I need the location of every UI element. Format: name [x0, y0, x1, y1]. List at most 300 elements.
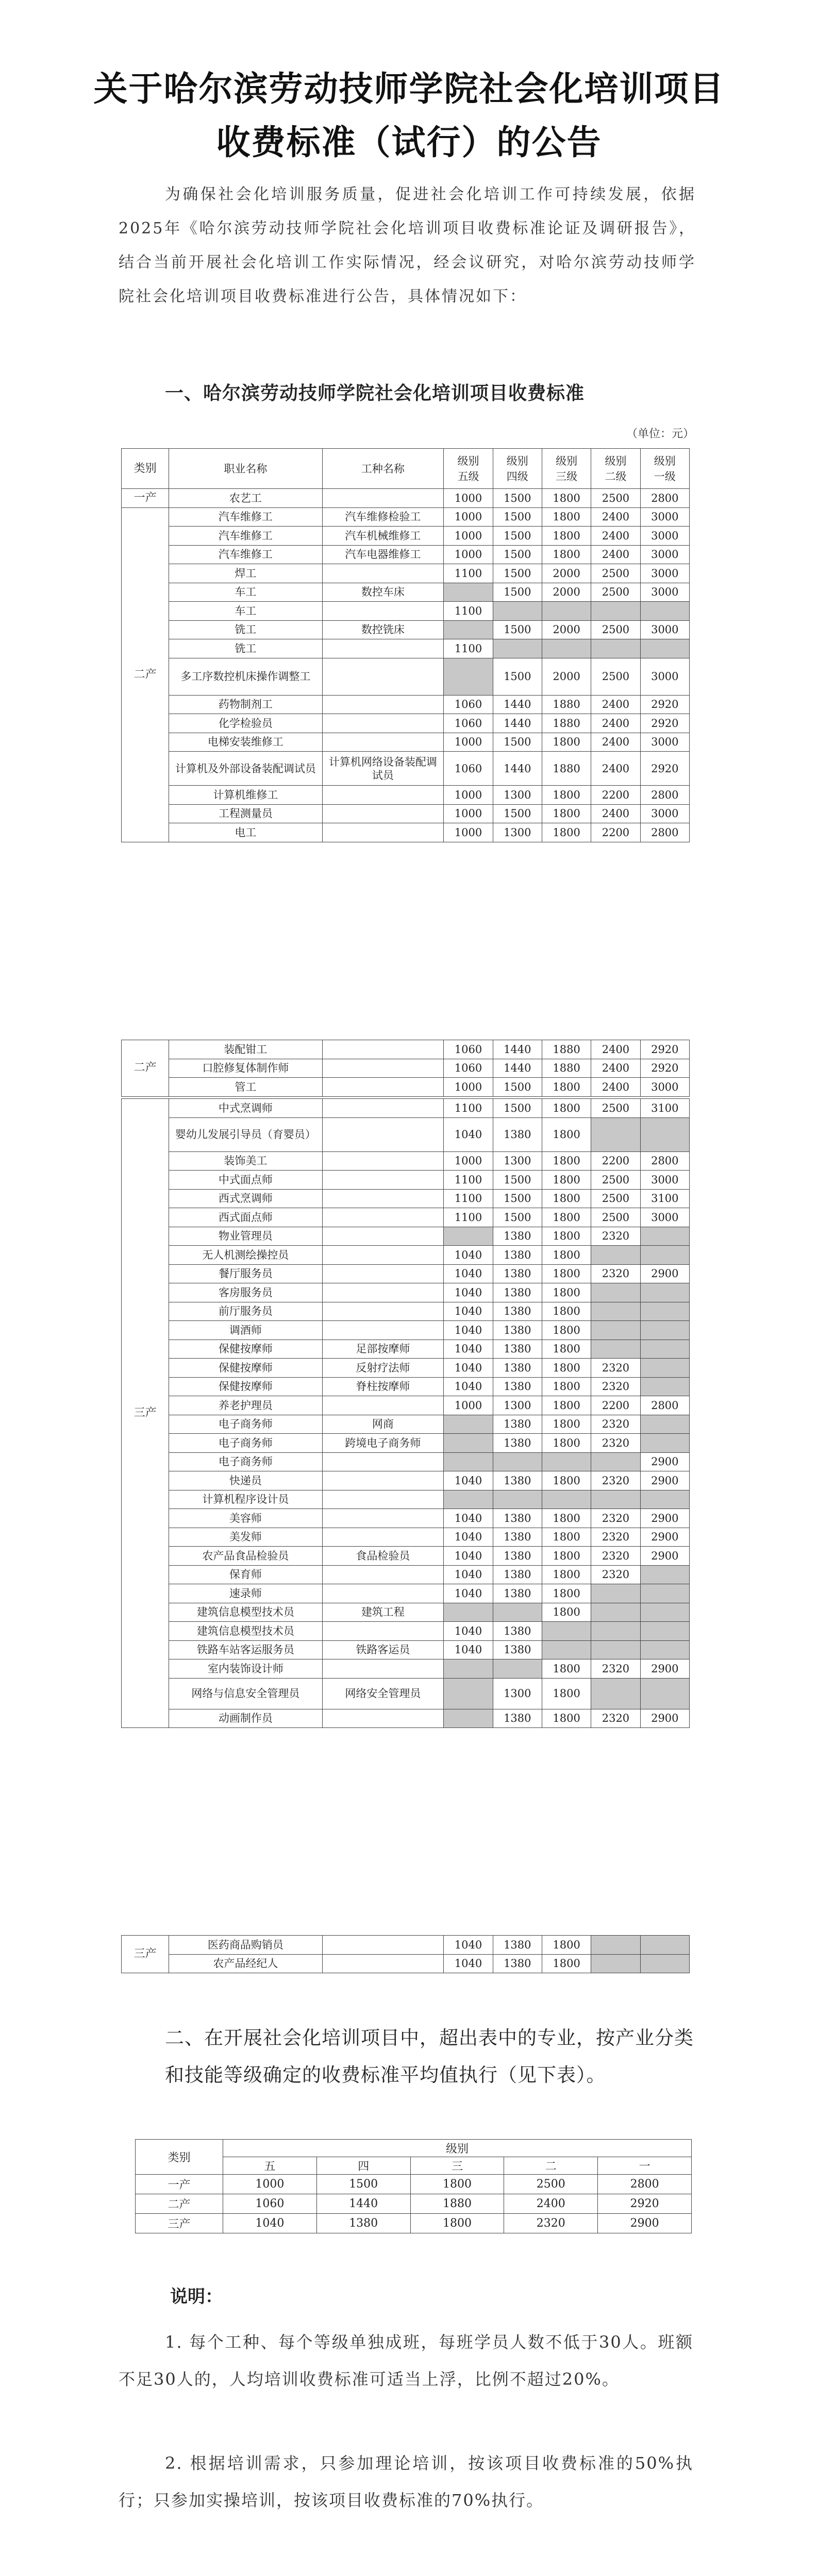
empty-cell	[591, 1321, 640, 1340]
fee-value-cell: 1380	[493, 1565, 542, 1584]
empty-cell	[591, 1954, 640, 1973]
avg-cell: 2500	[504, 2175, 598, 2194]
job-name-cell: 汽车维修工	[169, 527, 322, 546]
type-name-cell: 脊柱按摩师	[322, 1377, 444, 1396]
avg-level-3: 三	[410, 2157, 504, 2175]
fee-value-cell: 2320	[591, 1359, 640, 1378]
job-name-cell: 管工	[169, 1078, 322, 1097]
fee-value-cell: 1800	[542, 733, 591, 752]
fee-value-cell: 1000	[444, 489, 493, 508]
fee-value-cell: 1380	[493, 1340, 542, 1359]
fee-value-cell: 3000	[640, 733, 689, 752]
fee-value-cell: 1380	[493, 1117, 542, 1151]
fee-value-cell: 1800	[542, 823, 591, 842]
job-name-cell: 动画制作员	[169, 1709, 322, 1728]
fee-row	[122, 1954, 690, 1973]
fee-row	[122, 804, 690, 823]
empty-cell	[444, 1227, 493, 1246]
note-1	[119, 2324, 693, 2398]
fee-value-cell: 1440	[493, 695, 542, 714]
fee-value-cell: 1000	[444, 545, 493, 564]
empty-cell	[542, 639, 591, 658]
job-name-cell: 养老护理员	[169, 1396, 322, 1415]
fee-value-cell: 2320	[591, 1377, 640, 1396]
empty-cell	[542, 602, 591, 621]
fee-value-cell: 1500	[493, 620, 542, 639]
job-name-cell: 餐厅服务员	[169, 1264, 322, 1283]
fee-row	[122, 1117, 690, 1151]
empty-cell	[640, 1584, 689, 1603]
fee-row	[122, 1547, 690, 1566]
fee-value-cell: 1800	[542, 1471, 591, 1490]
fee-value-cell: 1800	[542, 804, 591, 823]
fee-value-cell: 2500	[591, 583, 640, 602]
fee-value-cell: 1500	[493, 804, 542, 823]
fee-value-cell: 2400	[591, 1040, 640, 1059]
fee-row	[122, 620, 690, 639]
fee-value-cell: 1800	[542, 1099, 591, 1118]
fee-value-cell: 2920	[640, 1040, 689, 1059]
empty-cell	[542, 1622, 591, 1641]
fee-value-cell: 2320	[591, 1509, 640, 1528]
job-name-cell: 计算机维修工	[169, 786, 322, 805]
fee-value-cell: 1040	[444, 1283, 493, 1302]
fee-value-cell: 2000	[542, 658, 591, 695]
fee-value-cell: 1380	[493, 1283, 542, 1302]
fee-value-cell: 2320	[591, 1547, 640, 1566]
fee-row	[122, 1377, 690, 1396]
avg-cell: 1880	[410, 2194, 504, 2214]
fee-row	[122, 1659, 690, 1679]
fee-row	[122, 823, 690, 842]
job-name-cell: 中式面点师	[169, 1171, 322, 1190]
type-name-cell	[322, 658, 444, 695]
empty-cell	[493, 1659, 542, 1679]
fee-value-cell: 1040	[444, 1340, 493, 1359]
header-level: 级别二级	[591, 449, 640, 489]
job-name-cell: 铁路车站客运服务员	[169, 1640, 322, 1659]
fee-value-cell: 3100	[640, 1189, 689, 1208]
type-name-cell	[322, 1059, 444, 1078]
fee-row	[122, 545, 690, 564]
fee-value-cell: 1800	[542, 1603, 591, 1622]
fee-value-cell: 2800	[640, 489, 689, 508]
empty-cell	[591, 1283, 640, 1302]
fee-value-cell: 1100	[444, 1171, 493, 1190]
fee-value-cell: 1500	[493, 527, 542, 546]
fee-value-cell: 2200	[591, 786, 640, 805]
fee-value-cell: 2320	[591, 1565, 640, 1584]
empty-cell	[640, 1640, 689, 1659]
fee-value-cell: 1500	[493, 583, 542, 602]
avg-cell: 1800	[410, 2175, 504, 2194]
empty-cell	[640, 1340, 689, 1359]
fee-value-cell: 1800	[542, 1396, 591, 1415]
header-level: 级别一级	[640, 449, 689, 489]
fee-value-cell: 1100	[444, 1099, 493, 1118]
fee-row	[122, 1584, 690, 1603]
fee-value-cell: 1800	[542, 507, 591, 527]
fee-value-cell: 1380	[493, 1509, 542, 1528]
fee-value-cell: 1500	[493, 507, 542, 527]
title-line-1: 关于哈尔滨劳动技师学院社会化培训项目	[93, 69, 725, 109]
fee-value-cell: 2500	[591, 1171, 640, 1190]
empty-cell	[591, 1584, 640, 1603]
fee-value-cell: 2500	[591, 620, 640, 639]
fee-row	[122, 1078, 690, 1097]
type-name-cell	[322, 1584, 444, 1603]
type-name-cell	[322, 1471, 444, 1490]
header-level: 级别四级	[493, 449, 542, 489]
note-2	[119, 2445, 693, 2519]
fee-value-cell: 1380	[493, 1936, 542, 1955]
fee-value-cell: 1380	[493, 1547, 542, 1566]
fee-row	[122, 1640, 690, 1659]
type-name-cell	[322, 1396, 444, 1415]
fee-value-cell: 1380	[493, 1622, 542, 1641]
empty-cell	[542, 1490, 591, 1509]
empty-cell	[640, 1622, 689, 1641]
fee-value-cell: 1800	[542, 1208, 591, 1227]
fee-row	[122, 1040, 690, 1059]
fee-value-cell: 1040	[444, 1622, 493, 1641]
fee-value-cell: 1880	[542, 695, 591, 714]
note-2-text: 2. 根据培训需求，只参加理论培训，按该项目收费标准的50%执行；只参加实操培训，按该项目收费标准的70%执行。	[119, 2453, 693, 2510]
type-name-cell	[322, 602, 444, 621]
type-name-cell	[322, 639, 444, 658]
category-cell: 二产	[122, 507, 169, 842]
empty-cell	[640, 1490, 689, 1509]
type-name-cell: 跨境电子商务师	[322, 1434, 444, 1453]
fee-value-cell: 1800	[542, 1584, 591, 1603]
empty-cell	[640, 1377, 689, 1396]
fee-value-cell: 2400	[591, 733, 640, 752]
fee-value-cell: 1500	[493, 1078, 542, 1097]
avg-cell: 2920	[598, 2194, 692, 2214]
empty-cell	[591, 1246, 640, 1265]
job-name-cell: 婴幼儿发展引导员（育婴员）	[169, 1117, 322, 1151]
empty-cell	[444, 620, 493, 639]
fee-value-cell: 1100	[444, 1189, 493, 1208]
fee-value-cell: 2900	[640, 1264, 689, 1283]
fee-value-cell: 1800	[542, 527, 591, 546]
type-name-cell: 网络安全管理员	[322, 1678, 444, 1709]
avg-cell: 2800	[598, 2175, 692, 2194]
empty-cell	[542, 1452, 591, 1471]
fee-value-cell: 1060	[444, 714, 493, 733]
job-name-cell: 调酒师	[169, 1321, 322, 1340]
empty-cell	[591, 602, 640, 621]
fee-header-row	[122, 449, 690, 489]
fee-row	[122, 583, 690, 602]
fee-value-cell: 1800	[542, 1264, 591, 1283]
type-name-cell	[322, 1509, 444, 1528]
avg-level-4: 四	[316, 2157, 410, 2175]
fee-row	[122, 1283, 690, 1302]
fee-value-cell: 1000	[444, 1151, 493, 1171]
fee-value-cell: 1380	[493, 1528, 542, 1547]
fee-value-cell: 2400	[591, 507, 640, 527]
fee-row	[122, 1490, 690, 1509]
fee-value-cell: 2400	[591, 804, 640, 823]
fee-row	[122, 1509, 690, 1528]
fee-value-cell: 1800	[542, 1954, 591, 1973]
fee-row	[122, 1359, 690, 1378]
fee-row	[122, 1340, 690, 1359]
fee-row	[122, 564, 690, 583]
empty-cell	[640, 602, 689, 621]
fee-value-cell: 1100	[444, 602, 493, 621]
fee-value-cell: 1380	[493, 1709, 542, 1728]
fee-value-cell: 1000	[444, 733, 493, 752]
fee-value-cell: 1040	[444, 1936, 493, 1955]
section2-title: 二、在开展社会化培训项目中，超出表中的专业，按产业分类和技能等级确定的收费标准平均值执行（见下表）。	[165, 2027, 694, 2086]
type-name-cell	[322, 489, 444, 508]
empty-cell	[444, 1490, 493, 1509]
empty-cell	[591, 1678, 640, 1709]
fee-value-cell: 1040	[444, 1359, 493, 1378]
avg-level-5: 五	[223, 2157, 317, 2175]
empty-cell	[591, 1117, 640, 1151]
job-name-cell: 农艺工	[169, 489, 322, 508]
fee-value-cell: 1040	[444, 1117, 493, 1151]
fee-value-cell: 1880	[542, 1040, 591, 1059]
fee-value-cell: 2500	[591, 1189, 640, 1208]
avg-cell-category: 二产	[136, 2194, 223, 2214]
fee-value-cell: 1500	[493, 1099, 542, 1118]
job-name-cell: 电梯安装维修工	[169, 733, 322, 752]
avg-cell: 1440	[316, 2194, 410, 2214]
job-name-cell: 农产品经纪人	[169, 1954, 322, 1973]
fee-row	[122, 714, 690, 733]
fee-value-cell: 1300	[493, 823, 542, 842]
type-name-cell: 数控铣床	[322, 620, 444, 639]
empty-cell	[640, 1678, 689, 1709]
fee-value-cell: 3000	[640, 583, 689, 602]
fee-value-cell: 1500	[493, 545, 542, 564]
empty-cell	[640, 1302, 689, 1321]
fee-value-cell: 1100	[444, 564, 493, 583]
fee-value-cell: 1380	[493, 1302, 542, 1321]
job-name-cell: 工程测量员	[169, 804, 322, 823]
fee-value-cell: 1040	[444, 1302, 493, 1321]
avg-cell: 2320	[504, 2214, 598, 2233]
empty-cell	[640, 1246, 689, 1265]
fee-value-cell: 3000	[640, 804, 689, 823]
fee-row	[122, 1434, 690, 1453]
fee-value-cell: 1500	[493, 658, 542, 695]
fee-value-cell: 1800	[542, 1359, 591, 1378]
empty-cell	[640, 1227, 689, 1246]
empty-cell	[444, 1452, 493, 1471]
fee-value-cell: 2900	[640, 1659, 689, 1679]
fee-value-cell: 1060	[444, 752, 493, 786]
job-name-cell: 药物制剂工	[169, 695, 322, 714]
fee-value-cell: 2000	[542, 583, 591, 602]
empty-cell	[640, 1434, 689, 1453]
fee-value-cell: 2320	[591, 1227, 640, 1246]
empty-cell	[591, 639, 640, 658]
job-name-cell: 电子商务师	[169, 1452, 322, 1471]
fee-value-cell: 1800	[542, 1678, 591, 1709]
fee-value-cell: 1380	[493, 1227, 542, 1246]
fee-value-cell: 2500	[591, 489, 640, 508]
fee-row	[122, 1471, 690, 1490]
type-name-cell	[322, 1040, 444, 1059]
fee-table	[121, 1098, 690, 1728]
type-name-cell: 计算机网络设备装配调试员	[322, 752, 444, 786]
empty-cell	[591, 1452, 640, 1471]
fee-value-cell: 2400	[591, 695, 640, 714]
fee-value-cell: 1800	[542, 1434, 591, 1453]
fee-value-cell: 2900	[640, 1709, 689, 1728]
fee-row	[122, 1622, 690, 1641]
fee-value-cell: 1500	[493, 564, 542, 583]
type-name-cell	[322, 786, 444, 805]
empty-cell	[591, 1936, 640, 1955]
type-name-cell	[322, 1208, 444, 1227]
job-name-cell: 多工序数控机床操作调整工	[169, 658, 322, 695]
fee-row	[122, 1264, 690, 1283]
fee-value-cell: 3000	[640, 507, 689, 527]
fee-value-cell: 1800	[542, 1321, 591, 1340]
type-name-cell: 汽车机械维修工	[322, 527, 444, 546]
type-name-cell	[322, 695, 444, 714]
fee-value-cell: 1040	[444, 1528, 493, 1547]
title-line-2: 收费标准（试行）的公告	[216, 122, 602, 162]
avg-cell: 1000	[223, 2175, 317, 2194]
fee-row	[122, 489, 690, 508]
fee-value-cell: 1800	[542, 1227, 591, 1246]
fee-value-cell: 1000	[444, 1078, 493, 1097]
type-name-cell	[322, 1246, 444, 1265]
job-name-cell: 客房服务员	[169, 1283, 322, 1302]
job-name-cell: 中式烹调师	[169, 1099, 322, 1118]
job-name-cell: 计算机程序设计员	[169, 1490, 322, 1509]
header-job: 职业名称	[169, 449, 322, 489]
type-name-cell	[322, 1709, 444, 1728]
fee-value-cell: 1800	[542, 1509, 591, 1528]
fee-row	[122, 1302, 690, 1321]
type-name-cell	[322, 564, 444, 583]
category-cell: 三产	[122, 1099, 169, 1728]
empty-cell	[591, 1622, 640, 1641]
job-name-cell: 物业管理员	[169, 1227, 322, 1246]
fee-value-cell: 2200	[591, 1151, 640, 1171]
type-name-cell	[322, 1227, 444, 1246]
empty-cell	[444, 583, 493, 602]
fee-value-cell: 1800	[542, 1547, 591, 1566]
fee-value-cell: 3000	[640, 527, 689, 546]
type-name-cell: 铁路客运员	[322, 1640, 444, 1659]
fee-value-cell: 1040	[444, 1954, 493, 1973]
type-name-cell	[322, 714, 444, 733]
fee-value-cell: 1100	[444, 639, 493, 658]
page-title	[0, 62, 818, 169]
empty-cell	[444, 1709, 493, 1728]
fee-value-cell: 1800	[542, 1117, 591, 1151]
fee-row	[122, 733, 690, 752]
job-name-cell: 速录师	[169, 1584, 322, 1603]
fee-value-cell: 1040	[444, 1565, 493, 1584]
fee-value-cell: 1380	[493, 1954, 542, 1973]
fee-value-cell: 1800	[542, 489, 591, 508]
fee-row	[122, 639, 690, 658]
fee-value-cell: 2920	[640, 695, 689, 714]
category-cell: 二产	[122, 1040, 169, 1097]
unit-label: （单位：元）	[626, 428, 695, 440]
fee-value-cell: 1440	[493, 714, 542, 733]
job-name-cell: 铣工	[169, 639, 322, 658]
empty-cell	[493, 1603, 542, 1622]
note-1-text: 1. 每个工种、每个等级单独成班，每班学员人数不低于30人。班额不足30人的，人均培训收费标准可适当上浮，比例不超过20%。	[119, 2332, 693, 2389]
job-name-cell: 室内装饰设计师	[169, 1659, 322, 1679]
fee-value-cell: 1380	[493, 1640, 542, 1659]
fee-value-cell: 1800	[542, 1659, 591, 1679]
empty-cell	[591, 1302, 640, 1321]
fee-value-cell: 3100	[640, 1099, 689, 1118]
job-name-cell: 保健按摩师	[169, 1359, 322, 1378]
type-name-cell: 汽车维修检验工	[322, 507, 444, 527]
fee-value-cell: 2320	[591, 1659, 640, 1679]
empty-cell	[591, 1603, 640, 1622]
fee-value-cell: 1880	[542, 752, 591, 786]
empty-cell	[444, 1678, 493, 1709]
type-name-cell	[322, 1452, 444, 1471]
fee-row	[122, 752, 690, 786]
avg-cell: 1040	[223, 2214, 317, 2233]
fee-value-cell: 2000	[542, 620, 591, 639]
intro-text: 为确保社会化培训服务质量，促进社会化培训工作可持续发展，依据2025年《哈尔滨劳动技师学院社会化培训项目收费标准论证及调研报告》，结合当前开展社会化培训工作实际情况，经会议研究，对哈尔滨劳动技师学院社会化培训项目收费标准进行公告，具体情况如下：	[119, 185, 696, 306]
fee-value-cell: 1800	[542, 1246, 591, 1265]
fee-value-cell: 1060	[444, 695, 493, 714]
average-fee-table	[135, 2139, 692, 2233]
fee-value-cell: 2320	[591, 1434, 640, 1453]
job-name-cell: 计算机及外部设备装配调试员	[169, 752, 322, 786]
fee-value-cell: 1800	[542, 1377, 591, 1396]
fee-row	[122, 527, 690, 546]
fee-value-cell: 1060	[444, 1040, 493, 1059]
job-name-cell: 电子商务师	[169, 1434, 322, 1453]
fee-value-cell: 2900	[640, 1509, 689, 1528]
fee-row	[122, 1603, 690, 1622]
fee-value-cell: 3000	[640, 1078, 689, 1097]
fee-value-cell: 1380	[493, 1434, 542, 1453]
fee-value-cell: 2900	[640, 1471, 689, 1490]
job-name-cell: 保育师	[169, 1565, 322, 1584]
header-level: 级别五级	[444, 449, 493, 489]
job-name-cell: 口腔修复体制作师	[169, 1059, 322, 1078]
fee-value-cell: 1300	[493, 1151, 542, 1171]
avg-cell: 1380	[316, 2214, 410, 2233]
job-name-cell: 铣工	[169, 620, 322, 639]
fee-value-cell: 2400	[591, 752, 640, 786]
fee-value-cell: 1800	[542, 1078, 591, 1097]
avg-cell-category: 一产	[136, 2175, 223, 2194]
type-name-cell	[322, 1264, 444, 1283]
fee-value-cell: 2800	[640, 1396, 689, 1415]
job-name-cell: 建筑信息模型技术员	[169, 1603, 322, 1622]
fee-value-cell: 1800	[542, 1936, 591, 1955]
fee-value-cell: 1000	[444, 823, 493, 842]
fee-value-cell: 1380	[493, 1377, 542, 1396]
type-name-cell	[322, 1302, 444, 1321]
fee-value-cell: 1880	[542, 714, 591, 733]
job-name-cell: 前厅服务员	[169, 1302, 322, 1321]
fee-value-cell: 2500	[591, 1099, 640, 1118]
fee-value-cell: 1040	[444, 1246, 493, 1265]
job-name-cell: 西式面点师	[169, 1208, 322, 1227]
